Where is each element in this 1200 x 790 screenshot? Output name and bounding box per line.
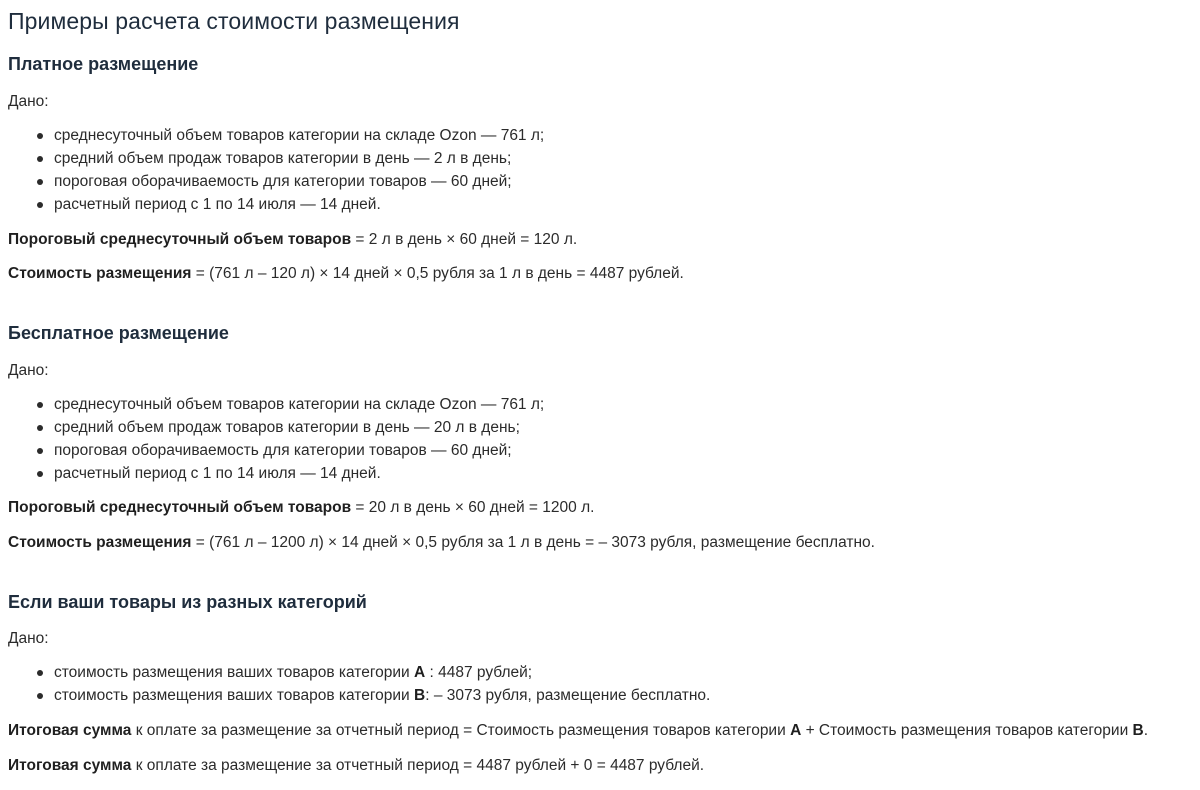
section-heading-multi: Если ваши товары из разных категорий [8, 592, 367, 612]
list-item: среднесуточный объем товаров категории на складе Ozon — 761 л; [54, 395, 544, 418]
given-label: Дано: [8, 362, 49, 379]
total-formula: Итоговая сумма к оплате за размещение за отчетный период = Стоимость размещения товаров категории A + Стоимость размещения товаров категории B. [8, 722, 1149, 739]
threshold-formula [8, 230, 577, 250]
cost-value: = (761 л – 1200 л) × 14 дней × 0,5 рубля за 1 л в день = – 3073 рубля, размещение бесплатно. [191, 534, 875, 551]
category-a: A [414, 664, 426, 681]
threshold-label: Пороговый среднесуточный объем товаров [8, 499, 352, 516]
list-item-category-b: стоимость размещения ваших товаров категории B: – 3073 рубля, размещение бесплатно. [54, 686, 710, 709]
cost-formula [8, 264, 684, 284]
given-list-multi [8, 663, 710, 709]
threshold-value: = 20 л в день × 60 дней = 1200 л. [351, 499, 595, 516]
given-list-free [8, 395, 544, 487]
list-item: расчетный период с 1 по 14 июля — 14 дней. [54, 464, 544, 487]
list-item: пороговая оборачиваемость для категории товаров — 60 дней; [54, 441, 544, 464]
category-b: B [414, 687, 426, 704]
total-result: Итоговая сумма к оплате за размещение за отчетный период = 4487 рублей + 0 = 4487 рублей. [8, 757, 705, 774]
list-item-category-a: стоимость размещения ваших товаров категории A : 4487 рублей; [54, 663, 710, 686]
threshold-formula [8, 498, 594, 518]
list-item: пороговая оборачиваемость для категории товаров — 60 дней; [54, 172, 544, 195]
given-list-paid [8, 126, 544, 218]
given-label: Дано: [8, 93, 49, 110]
list-item: средний объем продаж товаров категории в день — 2 л в день; [54, 149, 544, 172]
threshold-label: Пороговый среднесуточный объем товаров [8, 231, 352, 248]
cost-label: Стоимость размещения [8, 534, 192, 551]
total-label: Итоговая сумма [8, 757, 132, 774]
list-item: средний объем продаж товаров категории в день — 20 л в день; [54, 418, 544, 441]
section-heading-free: Бесплатное размещение [8, 323, 229, 343]
cost-value: = (761 л – 120 л) × 14 дней × 0,5 рубля за 1 л в день = 4487 рублей. [191, 265, 684, 282]
section-heading-paid: Платное размещение [8, 54, 199, 74]
total-label: Итоговая сумма [8, 722, 132, 739]
cost-label: Стоимость размещения [8, 265, 192, 282]
page-title: Примеры расчета стоимости размещения [8, 8, 460, 34]
cost-formula [8, 533, 875, 553]
threshold-value: = 2 л в день × 60 дней = 120 л. [351, 231, 578, 248]
list-item: среднесуточный объем товаров категории на складе Ozon — 761 л; [54, 126, 544, 149]
given-label: Дано: [8, 630, 49, 647]
list-item: расчетный период с 1 по 14 июля — 14 дней. [54, 195, 544, 218]
